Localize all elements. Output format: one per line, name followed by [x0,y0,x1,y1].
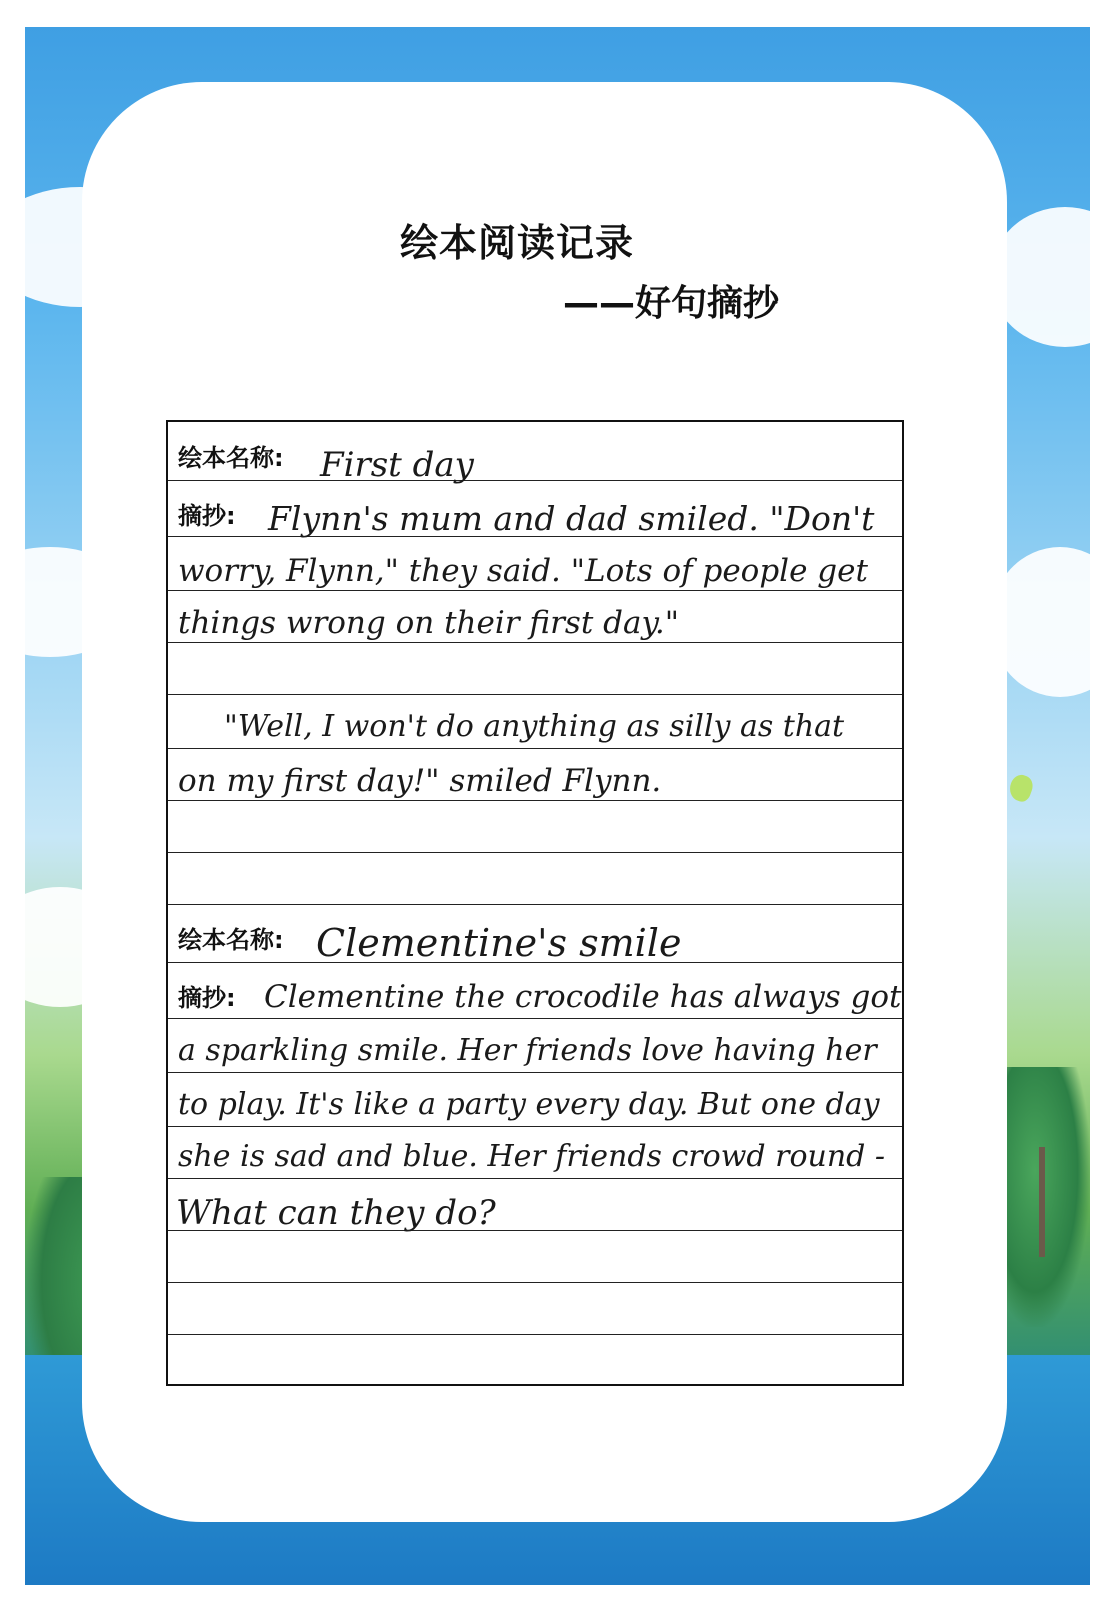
ruled-line [168,1126,902,1127]
excerpt-line: things wrong on their first day." [178,605,679,641]
reading-record-box [166,420,904,1386]
leaf-decoration [1006,772,1036,804]
ruled-line [168,694,902,695]
ruled-line [168,852,902,853]
ruled-line [168,800,902,801]
book-title-handwritten: First day [320,445,474,485]
excerpt-line: What can they do? [176,1193,496,1233]
excerpt-line: Flynn's mum and dad smiled. "Don't [268,499,875,538]
ruled-line [168,590,902,591]
ruled-line [168,1018,902,1019]
excerpt-line: she is sad and blue. Her friends crowd round - [178,1139,886,1174]
excerpt-line: worry, Flynn," they said. "Lots of people get [178,553,868,589]
book-name-label: 绘本名称: [178,926,284,954]
page-subtitle: ——好句摘抄 [563,283,780,324]
tree-trunk [1039,1147,1045,1257]
ruled-line [168,1178,902,1179]
ruled-line [168,642,902,643]
ruled-line [168,1334,902,1335]
excerpt-line: on my first day!" smiled Flynn. [178,763,662,799]
book-name-label: 绘本名称: [178,444,284,472]
excerpt-line: Clementine the crocodile has always got [264,979,902,1015]
ruled-line [168,480,902,481]
ruled-line [168,748,902,749]
excerpt-label: 摘抄: [178,502,236,530]
page-title: 绘本阅读记录 [400,221,635,265]
book-title-handwritten: Clementine's smile [316,921,682,965]
ruled-line [168,1282,902,1283]
excerpt-line: to play. It's like a party every day. But one day [178,1087,880,1122]
excerpt-line: "Well, I won't do anything as silly as that [224,709,845,744]
excerpt-label: 摘抄: [178,984,236,1012]
ruled-line [168,904,902,905]
excerpt-line: a sparkling smile. Her friends love having her [178,1033,877,1068]
ruled-line [168,1072,902,1073]
